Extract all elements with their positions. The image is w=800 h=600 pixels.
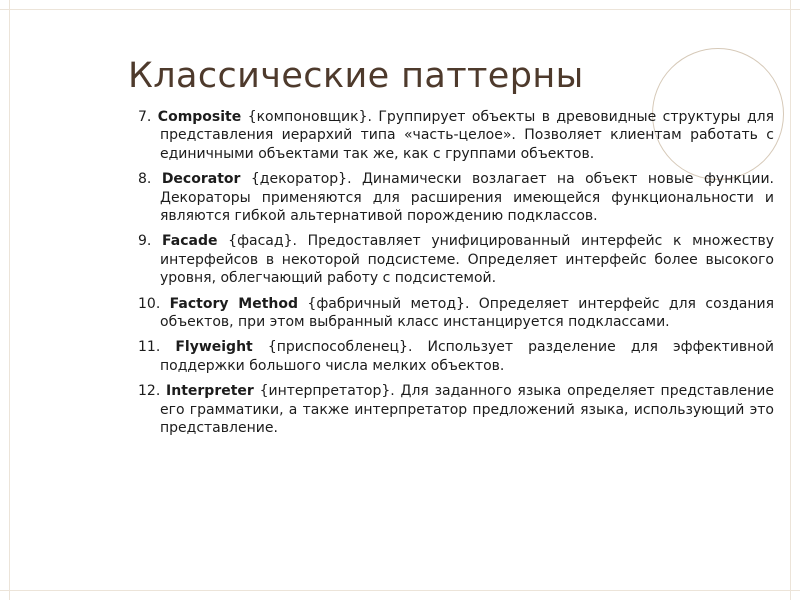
pattern-name: Interpreter (166, 383, 254, 400)
item-number: 10. (138, 295, 161, 312)
item-number: 7. (138, 109, 152, 125)
slide-frame-bottom (0, 590, 800, 600)
slide-title: Классические паттерны (128, 56, 584, 96)
slide-frame-top (0, 0, 800, 10)
pattern-item-decorator (138, 170, 774, 225)
slide-content (138, 108, 774, 445)
pattern-name: Composite (157, 109, 242, 125)
item-number: 9. (138, 233, 152, 250)
pattern-description: {интерпретатор}. Для заданного языка определяет представление его грамматики, а также интерпретатор предложений языка, использующий это представление. (160, 383, 774, 437)
item-number: 11. (138, 339, 161, 356)
pattern-name: Facade (162, 233, 218, 250)
pattern-description: {фабричный метод}. Определяет интерфейс для создания объектов, при этом выбранный класс инстанцируется подклассами. (160, 295, 775, 331)
item-number: 8. (138, 171, 152, 188)
pattern-item-composite (138, 108, 774, 163)
pattern-description: {компоновщик}. Группирует объекты в древовидные структуры для представления иерархий типа «часть-целое». Позволяет клиентам работать с единичными объектами так же, как с группами объектов. (160, 109, 774, 162)
pattern-name: Flyweight (175, 339, 253, 356)
pattern-item-factory-method (138, 295, 774, 332)
slide-frame-left (0, 0, 10, 600)
pattern-item-facade (138, 232, 774, 287)
pattern-item-flyweight (138, 338, 774, 375)
pattern-description: {приспособленец}. Использует разделение для эффективной поддержки большого числа мелких объектов. (160, 339, 774, 374)
pattern-name: Decorator (161, 171, 241, 188)
pattern-name: Factory Method (169, 295, 299, 312)
pattern-description: {фасад}. Предоставляет унифицированный интерфейс к множеству интерфейсов в некоторой подсистеме. Определяет интерфейс более высокого уровня, облегчающий работу с подсистемой. (160, 233, 774, 287)
pattern-description: {декоратор}. Динамически возлагает на объект новые функции. Декораторы применяются для расширения имеющейся функциональности и являются гибкой альтернативой порождению подклассов. (160, 171, 774, 225)
slide-frame-right (790, 0, 800, 600)
pattern-item-interpreter (138, 382, 774, 437)
item-number: 12. (138, 383, 161, 400)
